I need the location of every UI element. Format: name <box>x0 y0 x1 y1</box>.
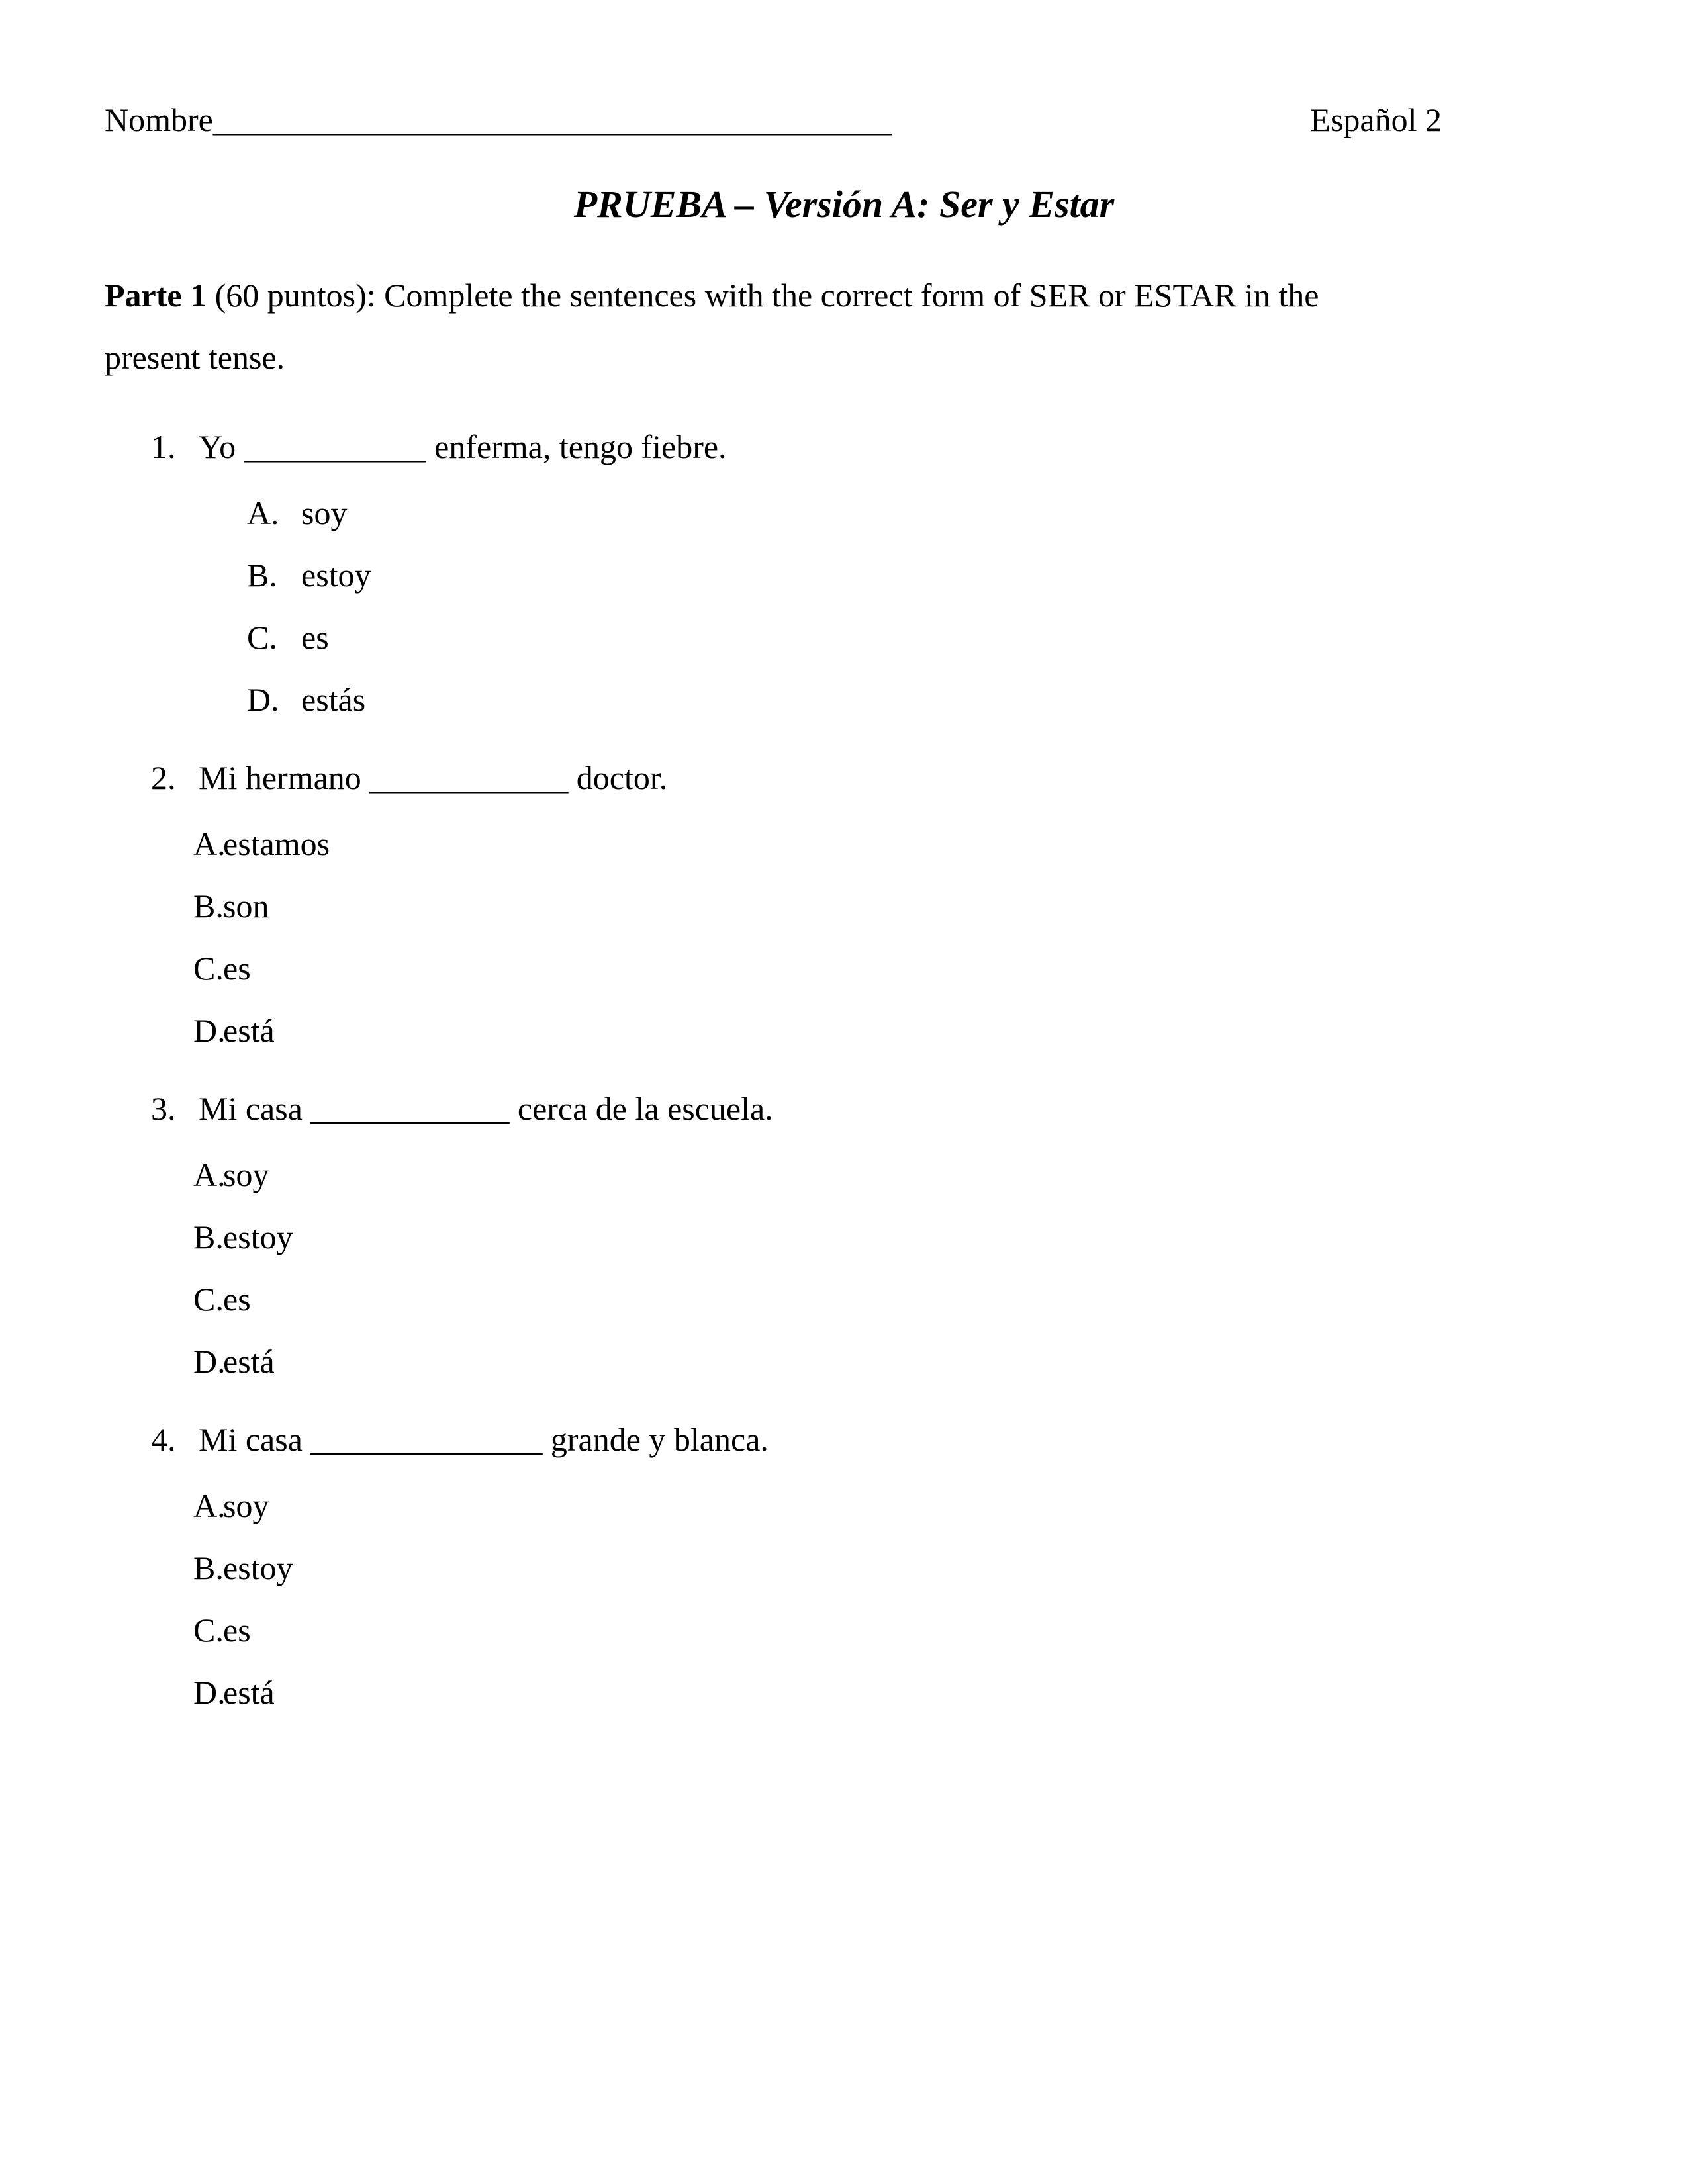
question-line <box>151 1408 769 1471</box>
question-text: Mi casa ____________ cerca de la escuela. <box>199 1090 773 1127</box>
question-text: Mi hermano ____________ doctor. <box>199 759 668 796</box>
instructions-line-2: present tense. <box>105 339 285 376</box>
option-text: es <box>223 1612 251 1649</box>
question-1 <box>151 416 727 731</box>
option-text: está <box>223 1012 275 1049</box>
question-4 <box>151 1408 769 1723</box>
option-text: está <box>223 1343 275 1380</box>
option-text: soy <box>223 1156 269 1193</box>
instructions-text: (60 puntos): Complete the sentences with the correct form of SER or ESTAR in the <box>207 277 1319 314</box>
option-c <box>193 937 667 999</box>
question-line <box>151 747 667 809</box>
option-c <box>247 606 727 668</box>
question-2 <box>151 747 667 1062</box>
course-label: Español 2 <box>1310 101 1442 138</box>
option-text: es <box>223 1281 251 1318</box>
option-text: soy <box>301 494 348 531</box>
question-number: 4. <box>151 1421 176 1458</box>
option-d <box>193 1330 773 1392</box>
header-row <box>105 100 1442 140</box>
option-text: es <box>301 619 329 656</box>
option-d <box>247 668 727 731</box>
option-text: estamos <box>223 825 330 862</box>
option-letter: A. <box>193 1487 226 1524</box>
option-letter: A. <box>193 1156 226 1193</box>
option-letter: A. <box>247 494 279 531</box>
option-letter: D. <box>193 1012 226 1049</box>
name-blank-line: _________________________________________ <box>212 101 892 138</box>
option-text: estoy <box>223 1218 293 1255</box>
option-letter: D. <box>247 681 279 718</box>
option-letter: B. <box>193 1218 224 1255</box>
option-letter: C. <box>193 1612 224 1649</box>
option-letter: C. <box>247 619 277 656</box>
option-d <box>193 999 667 1062</box>
question-number: 1. <box>151 428 176 465</box>
option-letter: C. <box>193 950 224 987</box>
option-a <box>247 482 727 544</box>
instructions-line-1 <box>105 264 1319 326</box>
option-a <box>193 1475 769 1537</box>
page-title: PRUEBA – Versión A: Ser y Estar <box>573 183 1115 226</box>
option-text: está <box>223 1674 275 1711</box>
option-text: estoy <box>223 1549 293 1586</box>
option-text: es <box>223 950 251 987</box>
option-letter: A. <box>193 825 226 862</box>
option-b <box>193 1206 773 1268</box>
instructions-paragraph <box>105 264 1319 388</box>
name-label: Nombre <box>105 101 213 138</box>
option-a <box>193 1144 773 1206</box>
question-line <box>151 416 727 478</box>
question-text: Mi casa ______________ grande y blanca. <box>199 1421 769 1458</box>
option-letter: C. <box>193 1281 224 1318</box>
part-heading: Parte 1 <box>105 277 207 314</box>
question-text: Yo ___________ enferma, tengo fiebre. <box>199 428 727 465</box>
option-text: soy <box>223 1487 269 1524</box>
question-number: 3. <box>151 1090 176 1127</box>
option-letter: B. <box>193 887 224 925</box>
option-b <box>247 544 727 606</box>
option-c <box>193 1268 773 1330</box>
option-text: son <box>223 887 269 925</box>
option-b <box>193 875 667 937</box>
option-d <box>193 1661 769 1723</box>
option-b <box>193 1537 769 1599</box>
option-letter: B. <box>193 1549 224 1586</box>
option-letter: D. <box>193 1674 226 1711</box>
option-letter: B. <box>247 557 277 594</box>
option-a <box>193 813 667 875</box>
question-line <box>151 1077 773 1140</box>
option-text: estás <box>301 681 366 718</box>
option-text: estoy <box>301 557 371 594</box>
name-line <box>105 100 892 140</box>
option-c <box>193 1599 769 1661</box>
question-number: 2. <box>151 759 176 796</box>
option-letter: D. <box>193 1343 226 1380</box>
question-3 <box>151 1077 773 1392</box>
